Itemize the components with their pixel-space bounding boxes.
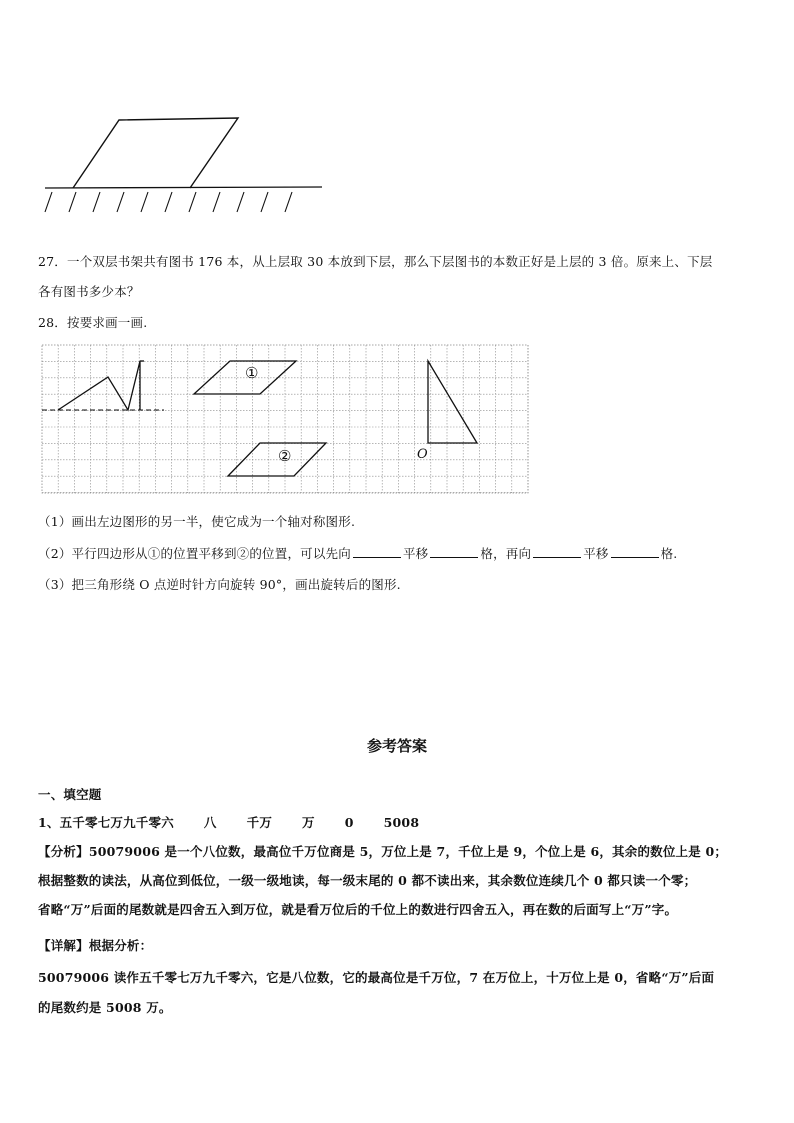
blank-3[interactable] <box>533 545 581 558</box>
analysis-line2: 根据整数的读法，从高位到低位，一级一级地读，每一级末尾的 0 都不读出来，其余数位连续几个 0 都只读一个零； <box>38 873 697 888</box>
analysis-tag: 【分析】 <box>38 844 89 859</box>
answer-1-item-5: 0 <box>344 815 354 830</box>
analysis-line1 <box>38 842 727 860</box>
parallelogram-ground-figure <box>0 0 794 230</box>
q28-sub3: （3）把三角形绕 O 点逆时针方向旋转 90°，画出旋转后的图形. <box>38 577 401 592</box>
answer-1 <box>38 813 419 831</box>
origin-label: O <box>417 447 428 462</box>
answer-1-number: 1、 <box>38 815 60 830</box>
analysis-text-1: 50079006 是一个八位数，最高位千万位商是 5，万位上是 7，千位上是 9，个位上是 6，其余的数位上是 0； <box>88 844 728 859</box>
q28-sub2-d: 平移 <box>583 546 609 561</box>
detail-line0 <box>38 936 152 954</box>
answers-title: 参考答案 <box>366 737 427 755</box>
circle-label-2: ② <box>278 447 292 465</box>
detail-tag: 【详解】 <box>38 938 89 953</box>
answer-1-item-2: 八 <box>203 815 217 830</box>
q27-line2: 各有图书多少本？ <box>38 284 140 299</box>
detail-line2: 的尾数约是 5008 万。 <box>38 1000 172 1015</box>
blank-2[interactable] <box>430 545 478 558</box>
q28-sub2-a: （2）平行四边形从①的位置平移到②的位置，可以先向 <box>38 546 351 561</box>
q28-sub1: （1）画出左边图形的另一半，使它成为一个轴对称图形. <box>38 514 356 529</box>
triangle <box>428 361 477 443</box>
q28-sub2-c: 格，再向 <box>480 546 532 561</box>
circle-label-1: ① <box>245 364 259 382</box>
q28-sub2 <box>38 544 677 562</box>
detail-line1: 50079006 读作五千零七万九千零六，它是八位数，它的最高位是千万位，7 在万位上，十万位上是 0，省略“万”后面 <box>38 970 715 985</box>
grid-figure <box>42 345 530 495</box>
blank-1[interactable] <box>353 545 401 558</box>
section-heading: 一、填空题 <box>38 787 102 802</box>
q28-heading: 28．按要求画一画. <box>38 315 148 330</box>
answer-1-item-3: 千万 <box>246 815 273 830</box>
q27-line1: 27．一个双层书架共有图书 176 本，从上层取 30 本放到下层，那么下层图书的本数正好是上层的 3 倍。原来上、下层 <box>38 254 713 269</box>
half-shape <box>58 361 140 410</box>
answer-1-item-6: 5008 <box>383 815 420 830</box>
answer-1-item-4: 万 <box>302 815 315 830</box>
answer-1-item-1: 五千零七万九千零六 <box>59 815 174 830</box>
q28-sub2-e: 格. <box>660 546 678 561</box>
q28-sub2-b: 平移 <box>402 546 429 561</box>
blank-4[interactable] <box>611 545 659 558</box>
detail-intro: 根据分析： <box>88 938 153 953</box>
analysis-line3: 省略“万”后面的尾数就是四舍五入到万位，就是看万位后的千位上的数进行四舍五入，再在数的后面写上“万”字。 <box>38 902 678 917</box>
